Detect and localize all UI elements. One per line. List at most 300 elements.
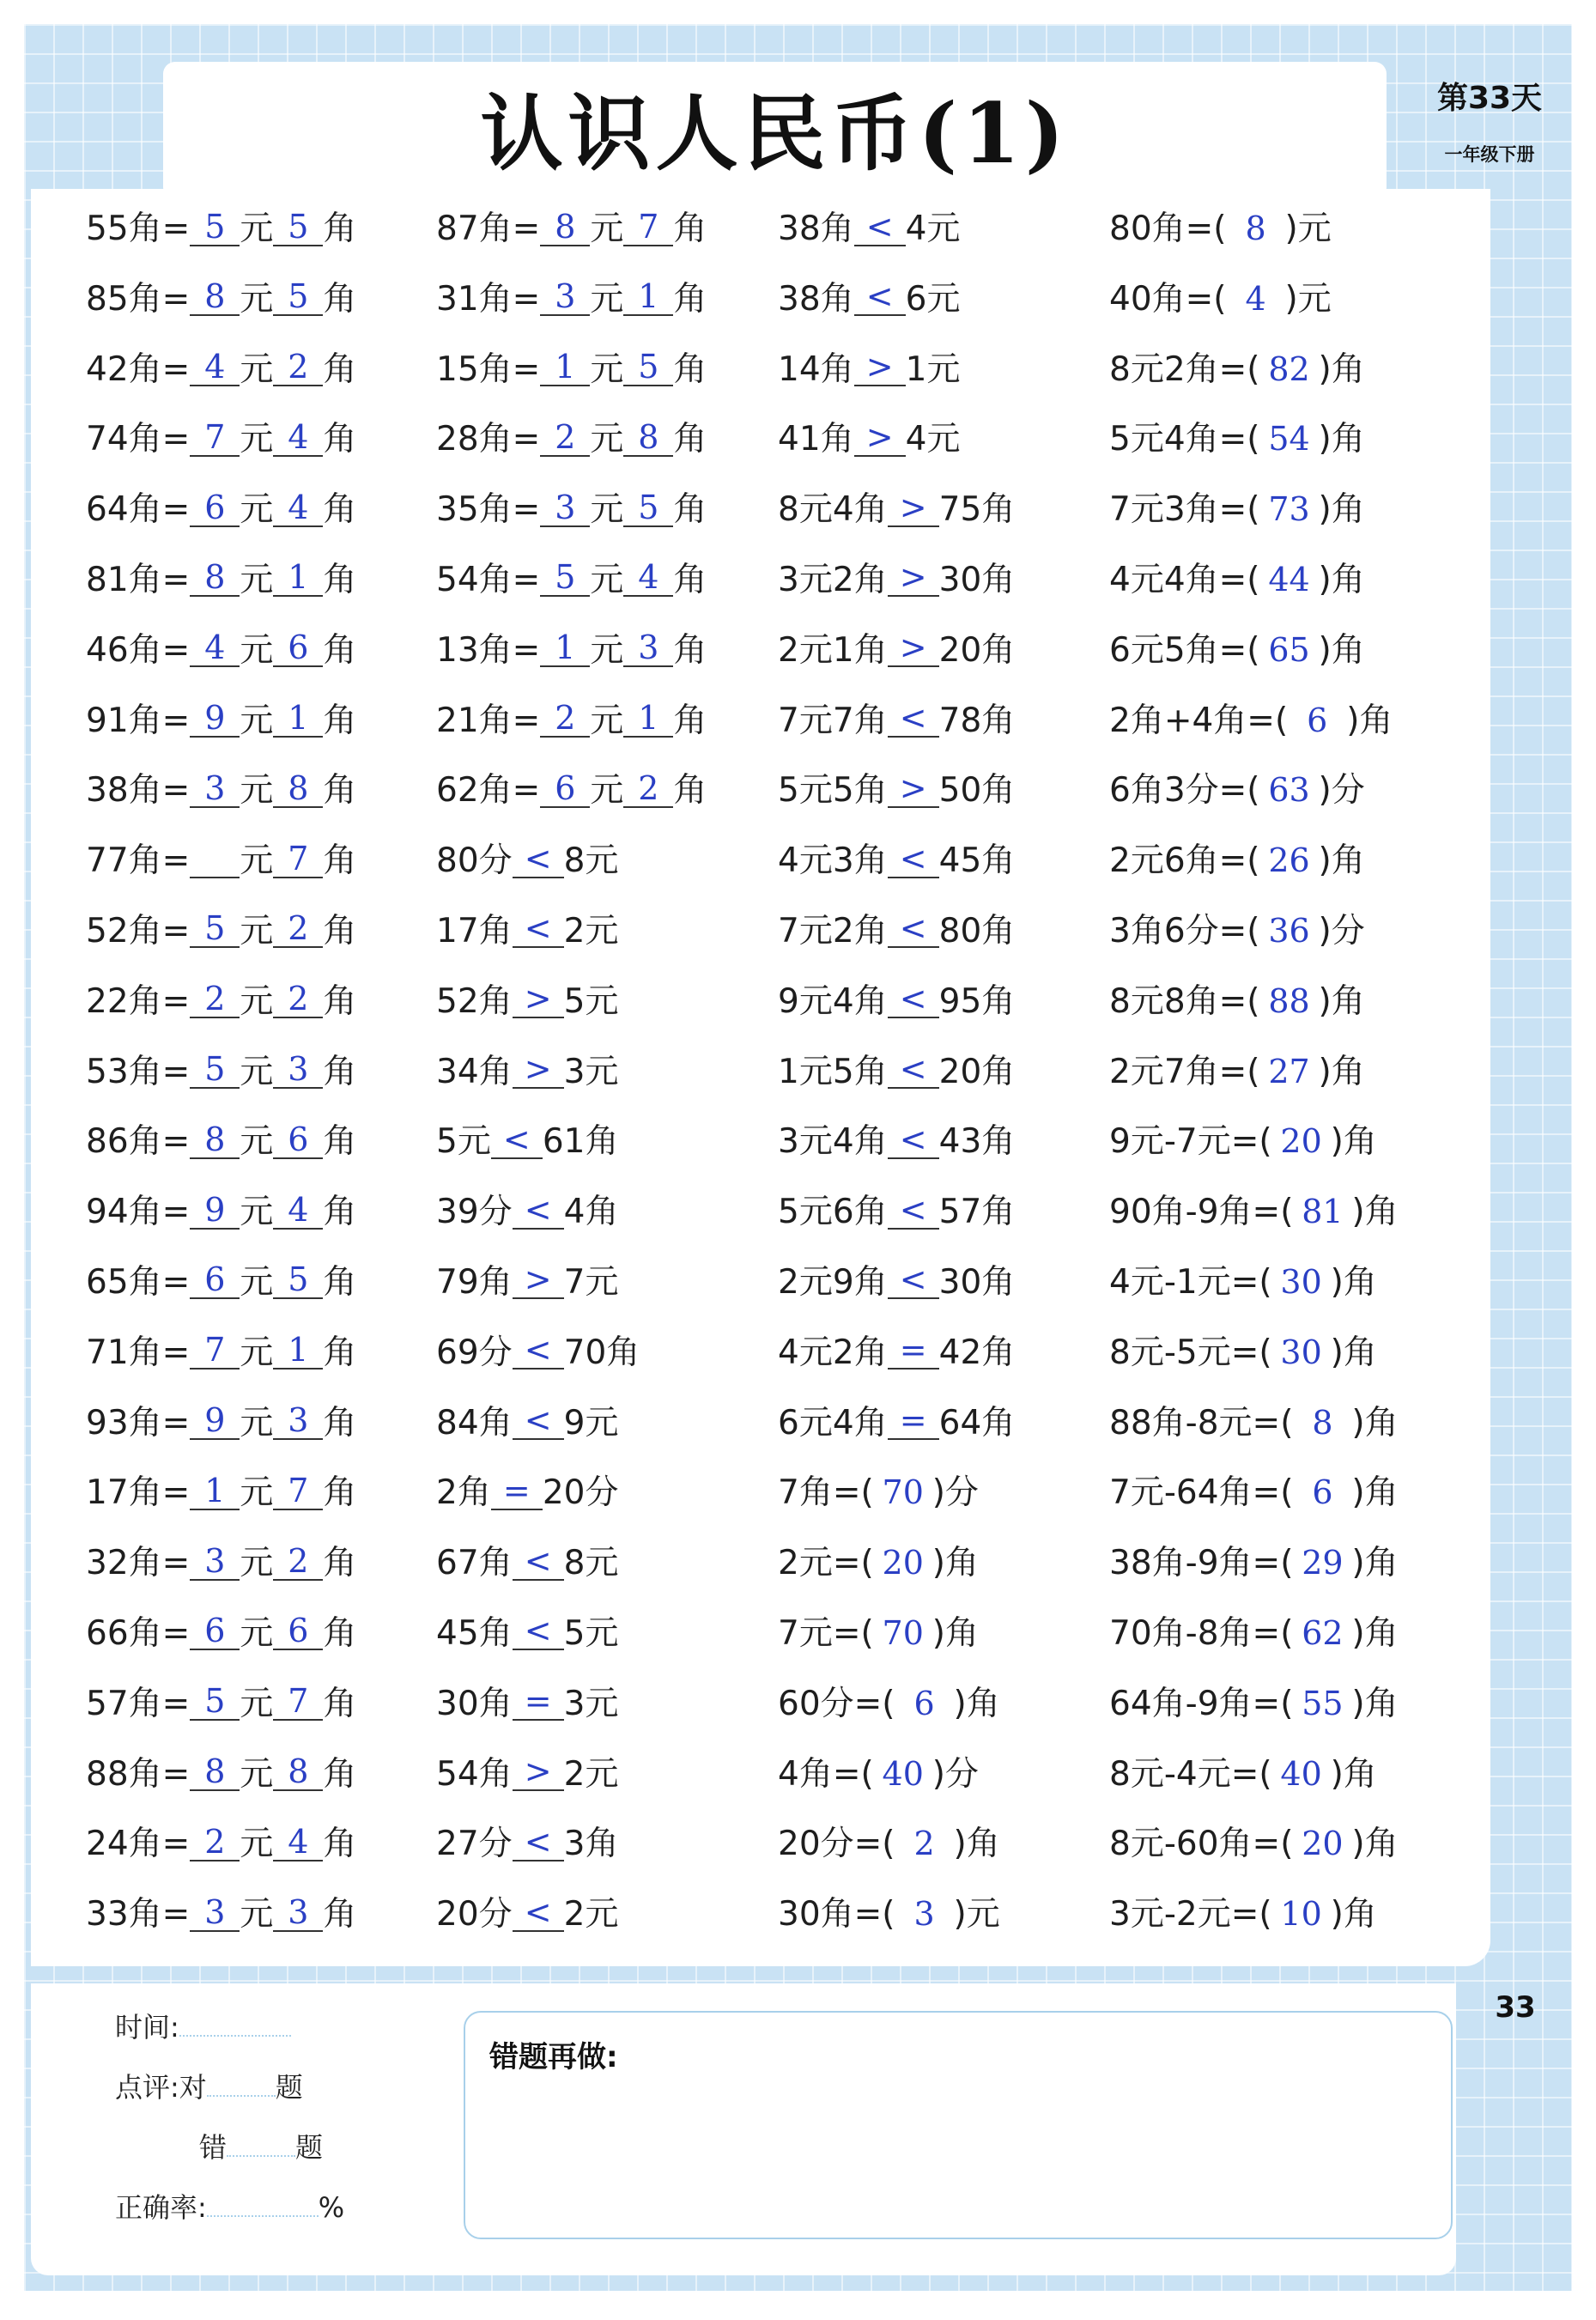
grade-label: 一年级下册	[1444, 144, 1535, 165]
answer-jiao: 1	[638, 277, 659, 316]
equals-sign: =	[161, 1473, 191, 1513]
answer-blank[interactable]	[190, 558, 240, 597]
question-text: 32角	[86, 1544, 162, 1583]
answer-in-parens[interactable]: 8	[1245, 210, 1266, 247]
answer-in-parens[interactable]: 30	[1280, 1333, 1322, 1371]
answer-blank[interactable]	[273, 1050, 323, 1089]
equals-sign: =	[161, 771, 191, 811]
compare-operator: =	[899, 1401, 927, 1440]
question-text: 3元-2元=(	[1109, 1895, 1272, 1934]
compare-blank[interactable]	[491, 1120, 543, 1159]
compare-left: 14角	[778, 349, 854, 389]
compare-operator: <	[524, 909, 552, 948]
compare-left: 8元4角	[778, 490, 888, 530]
answer-blank[interactable]	[190, 1190, 240, 1230]
compare-blank[interactable]	[513, 1401, 564, 1440]
unit-jiao: 角	[323, 1825, 357, 1864]
wrong-count-blank[interactable]	[227, 2133, 295, 2157]
exercise-row	[778, 1669, 1015, 1740]
compare-operator: >	[899, 629, 927, 667]
answer-in-parens[interactable]: 63	[1268, 771, 1310, 810]
answer-in-parens[interactable]: 6	[1307, 701, 1328, 739]
answer-in-parens[interactable]: 10	[1280, 1895, 1322, 1934]
unit-text: )角	[1351, 1193, 1399, 1232]
compare-right: 20角	[938, 630, 1016, 670]
unit-yuan: 元	[240, 560, 274, 599]
exercise-row	[778, 1177, 1015, 1248]
answer-in-parens[interactable]: 6	[1312, 1473, 1333, 1512]
unit-jiao: 角	[323, 1122, 357, 1162]
exercise-row	[86, 896, 356, 967]
answer-blank[interactable]	[190, 277, 240, 316]
compare-left: 4元3角	[778, 841, 888, 881]
exercise-row	[436, 1809, 707, 1880]
answer-in-parens[interactable]: 82	[1268, 349, 1310, 388]
compare-blank[interactable]	[888, 768, 939, 808]
answer-blank[interactable]	[190, 1614, 240, 1650]
day-label: 第33天	[1436, 81, 1543, 116]
answer-blank[interactable]	[190, 768, 240, 808]
question-text: 74角	[86, 420, 162, 459]
unit-text: )元	[1284, 210, 1332, 248]
unit-text: )角	[953, 1684, 1000, 1723]
answer-blank[interactable]	[540, 350, 590, 386]
answer-blank[interactable]	[273, 1541, 323, 1581]
compare-left: 27分	[436, 1825, 513, 1864]
compare-left: 3元2角	[778, 560, 888, 599]
question-text: 8元8角=(	[1109, 981, 1260, 1021]
answer-blank[interactable]	[190, 1471, 240, 1510]
compare-right: 20分	[542, 1473, 619, 1513]
answer-in-parens[interactable]: 30	[1280, 1262, 1322, 1301]
time-label: 时间:	[115, 2011, 179, 2044]
answer-blank[interactable]	[273, 488, 323, 527]
compare-operator: >	[899, 558, 927, 597]
answer-blank[interactable]	[623, 207, 673, 246]
answer-blank[interactable]	[190, 1892, 240, 1932]
answer-in-parens[interactable]: 62	[1302, 1613, 1344, 1652]
compare-operator: >	[524, 1260, 552, 1299]
question-text: 4角=(	[778, 1754, 874, 1794]
unit-jiao: 角	[673, 420, 707, 459]
compare-left: 2角	[436, 1473, 491, 1513]
compare-blank[interactable]	[513, 982, 564, 1018]
exercise-row	[436, 826, 707, 896]
answer-yuan: 6	[204, 488, 226, 526]
unit-text: )角	[1330, 1122, 1377, 1162]
compare-blank[interactable]	[854, 207, 906, 246]
compare-operator: <	[524, 1892, 552, 1931]
answer-in-parens[interactable]: 20	[882, 1544, 924, 1582]
unit-jiao: 角	[323, 701, 357, 740]
exercise-row	[778, 475, 1015, 545]
correct-count-blank[interactable]	[207, 2073, 276, 2097]
answer-blank[interactable]	[190, 1120, 240, 1159]
answer-jiao: 5	[288, 277, 309, 316]
compare-operator: <	[899, 699, 927, 738]
question-text: 9元-7元=(	[1109, 1122, 1272, 1162]
unit-yuan: 元	[240, 1403, 274, 1442]
answer-in-parens[interactable]: 20	[1302, 1825, 1344, 1863]
question-text: 91角	[86, 701, 162, 740]
answer-jiao: 5	[288, 1260, 309, 1299]
answer-blank[interactable]	[623, 488, 673, 527]
answer-blank[interactable]	[190, 1541, 240, 1581]
compare-blank[interactable]	[854, 417, 906, 457]
answer-in-parens[interactable]: 36	[1268, 911, 1310, 950]
answer-blank[interactable]	[190, 417, 240, 457]
answer-yuan: 8	[555, 207, 576, 246]
compare-blank[interactable]	[513, 1752, 564, 1791]
answer-in-parens[interactable]: 2	[913, 1825, 935, 1863]
exercise-row	[1109, 1107, 1399, 1177]
answer-yuan: 3	[204, 1541, 226, 1580]
compare-blank[interactable]	[513, 1260, 564, 1299]
review-row	[115, 2066, 303, 2105]
redo-title: 错题再做:	[489, 2040, 618, 2074]
compare-blank[interactable]	[888, 558, 939, 597]
answer-in-parens[interactable]: 27	[1268, 1052, 1310, 1090]
exercise-row	[1109, 335, 1399, 405]
compare-blank[interactable]	[513, 1682, 564, 1721]
compare-blank[interactable]	[888, 631, 939, 667]
answer-blank[interactable]	[190, 1333, 240, 1370]
exercise-row	[86, 616, 356, 686]
accuracy-label: 正确率:	[115, 2191, 207, 2224]
answer-jiao: 8	[288, 768, 309, 807]
answer-blank[interactable]	[273, 1260, 323, 1299]
answer-in-parens[interactable]: 29	[1302, 1544, 1344, 1582]
answer-blank[interactable]	[273, 1471, 323, 1510]
answer-blank[interactable]	[273, 558, 323, 597]
answer-jiao: 6	[288, 1120, 309, 1158]
answer-yuan: 8	[204, 558, 226, 597]
compare-left: 17角	[436, 911, 513, 950]
compare-right: 2元	[563, 911, 619, 950]
compare-right: 75角	[938, 490, 1016, 530]
compare-blank[interactable]	[513, 1614, 564, 1650]
answer-in-parens[interactable]: 54	[1268, 420, 1310, 459]
answer-blank[interactable]	[190, 1260, 240, 1299]
compare-blank[interactable]	[854, 350, 906, 386]
answer-blank[interactable]	[273, 1892, 323, 1932]
unit-text: )角	[1318, 349, 1365, 389]
unit-text: )角	[1351, 1613, 1399, 1653]
answer-blank[interactable]	[273, 417, 323, 457]
answer-blank[interactable]	[273, 1120, 323, 1159]
answer-in-parens[interactable]: 40	[882, 1754, 924, 1793]
answer-blank[interactable]	[273, 631, 323, 667]
compare-blank[interactable]	[888, 982, 939, 1018]
answer-blank[interactable]	[273, 277, 323, 316]
compare-operator: <	[502, 1120, 531, 1158]
answer-blank[interactable]	[190, 207, 240, 246]
exercise-row	[1109, 616, 1399, 686]
compare-right: 4角	[563, 1193, 619, 1232]
unit-jiao: 角	[323, 630, 357, 670]
answer-in-parens[interactable]: 20	[1280, 1122, 1322, 1161]
answer-blank[interactable]	[540, 631, 590, 667]
compare-blank[interactable]	[513, 1892, 564, 1932]
question-text: 94角	[86, 1193, 162, 1232]
exercise-row	[436, 1177, 707, 1248]
answer-in-parens[interactable]: 8	[1312, 1403, 1333, 1442]
exercise-row	[86, 404, 356, 475]
answer-blank[interactable]	[540, 417, 590, 457]
question-text: 35角	[436, 490, 513, 530]
answer-jiao: 8	[638, 417, 659, 456]
unit-jiao: 角	[323, 1895, 357, 1934]
answer-blank[interactable]	[540, 701, 590, 738]
compare-right: 80角	[938, 911, 1016, 950]
exercise-row	[436, 756, 707, 826]
answer-blank[interactable]	[623, 350, 673, 386]
compare-blank[interactable]	[513, 1050, 564, 1089]
answer-blank[interactable]	[540, 488, 590, 527]
exercise-row	[1109, 1669, 1399, 1740]
answer-in-parens[interactable]: 73	[1268, 490, 1310, 529]
exercise-row	[1109, 1880, 1399, 1950]
compare-blank[interactable]	[888, 1120, 939, 1159]
compare-blank[interactable]	[513, 1541, 564, 1581]
compare-blank[interactable]	[513, 1822, 564, 1861]
answer-in-parens[interactable]: 55	[1302, 1684, 1344, 1722]
compare-right: 8元	[563, 841, 619, 881]
unit-text: )角	[1351, 1825, 1399, 1864]
compare-right: 9元	[563, 1403, 619, 1442]
answer-in-parens[interactable]: 3	[913, 1895, 935, 1934]
compare-left: 7元2角	[778, 911, 888, 950]
answer-blank[interactable]	[190, 1682, 240, 1721]
compare-left: 7元7角	[778, 701, 888, 740]
compare-right: 78角	[938, 701, 1016, 740]
answer-blank[interactable]	[190, 842, 240, 878]
equals-sign: =	[161, 420, 191, 459]
answer-blank[interactable]	[623, 768, 673, 808]
answer-blank[interactable]	[540, 207, 590, 246]
answer-jiao: 4	[288, 488, 309, 526]
unit-text: )角	[953, 1825, 1000, 1864]
answer-jiao: 1	[288, 699, 309, 738]
answer-yuan: 2	[204, 1822, 226, 1861]
answer-blank[interactable]	[273, 1401, 323, 1440]
equals-sign: =	[161, 1403, 191, 1442]
answer-blank[interactable]	[273, 768, 323, 808]
unit-jiao: 角	[323, 1613, 357, 1653]
exercise-row	[1109, 1037, 1399, 1108]
compare-blank[interactable]	[888, 839, 939, 878]
question-text: 46角	[86, 630, 162, 670]
answer-jiao: 7	[638, 207, 659, 246]
question-text: 90角-9角=(	[1109, 1193, 1294, 1232]
compare-blank[interactable]	[888, 488, 939, 527]
answer-yuan: 9	[204, 1190, 226, 1229]
equals-sign: =	[161, 349, 191, 389]
answer-in-parens[interactable]: 6	[913, 1684, 935, 1722]
compare-blank[interactable]	[513, 909, 564, 948]
exercise-row	[436, 896, 707, 967]
answer-blank[interactable]	[190, 982, 240, 1018]
unit-yuan: 元	[240, 1122, 274, 1162]
compare-right: 6元	[905, 279, 961, 319]
answer-jiao: 2	[288, 980, 309, 1018]
compare-blank[interactable]	[888, 1260, 939, 1299]
compare-blank[interactable]	[888, 1050, 939, 1089]
answer-blank[interactable]	[190, 701, 240, 738]
answer-blank[interactable]	[190, 488, 240, 527]
compare-left: 6元4角	[778, 1403, 888, 1442]
answer-blank[interactable]	[273, 1822, 323, 1861]
answer-blank[interactable]	[190, 909, 240, 948]
unit-yuan: 元	[590, 630, 624, 670]
answer-blank[interactable]	[273, 1190, 323, 1230]
exercise-row	[1109, 967, 1399, 1037]
answer-jiao: 8	[288, 1752, 309, 1791]
compare-right: 70角	[563, 1333, 640, 1372]
exercise-row	[778, 1599, 1015, 1669]
unit-text: )分	[932, 1473, 979, 1513]
compare-blank[interactable]	[888, 1333, 939, 1370]
redo-box[interactable]	[464, 2011, 1453, 2239]
unit-yuan: 元	[240, 841, 274, 881]
compare-blank[interactable]	[888, 1190, 939, 1230]
answer-in-parens[interactable]: 70	[882, 1473, 924, 1512]
answer-blank[interactable]	[540, 277, 590, 316]
unit-text: )角	[1318, 420, 1365, 459]
exercise-row	[1109, 475, 1399, 545]
question-text: 7元=(	[778, 1613, 874, 1653]
unit-jiao: 角	[673, 560, 707, 599]
compare-blank[interactable]	[491, 1471, 543, 1510]
exercise-row	[86, 1248, 356, 1318]
answer-jiao: 4	[288, 1822, 309, 1861]
compare-left: 3元4角	[778, 1122, 888, 1162]
exercise-row	[1109, 1809, 1399, 1880]
question-text: 30角=(	[778, 1895, 895, 1934]
unit-text: )角	[1351, 1684, 1399, 1723]
answer-in-parens[interactable]: 65	[1268, 630, 1310, 669]
answer-in-parens[interactable]: 70	[882, 1613, 924, 1652]
answer-blank[interactable]	[623, 277, 673, 316]
unit-jiao: 角	[323, 1544, 357, 1583]
question-text: 65角	[86, 1262, 162, 1302]
compare-blank[interactable]	[513, 1333, 564, 1370]
answer-blank[interactable]	[190, 1050, 240, 1089]
answer-blank[interactable]	[190, 1822, 240, 1861]
exercise-row	[778, 756, 1015, 826]
answer-in-parens[interactable]: 81	[1302, 1193, 1344, 1231]
answer-blank[interactable]	[540, 558, 590, 597]
compare-operator: >	[865, 348, 894, 386]
answer-blank[interactable]	[273, 701, 323, 738]
compare-blank[interactable]	[888, 1401, 939, 1440]
answer-jiao: 3	[288, 1892, 309, 1931]
answer-blank[interactable]	[623, 701, 673, 738]
compare-left: 9元4角	[778, 981, 888, 1021]
answer-blank[interactable]	[273, 909, 323, 948]
answer-jiao: 5	[638, 348, 659, 386]
unit-text: )角	[1330, 1895, 1377, 1934]
answer-yuan: 3	[555, 488, 576, 526]
answer-yuan: 6	[555, 768, 576, 807]
compare-left: 5元5角	[778, 771, 888, 811]
compare-blank[interactable]	[513, 1190, 564, 1230]
answer-in-parens[interactable]: 88	[1268, 981, 1310, 1020]
compare-blank[interactable]	[513, 839, 564, 878]
compare-operator: <	[865, 277, 894, 316]
exercise-row	[436, 1740, 707, 1810]
answer-blank[interactable]	[623, 558, 673, 597]
answer-jiao: 3	[638, 629, 659, 667]
answer-in-parens[interactable]: 44	[1268, 560, 1310, 598]
answer-in-parens[interactable]: 40	[1280, 1754, 1322, 1793]
answer-blank[interactable]	[273, 350, 323, 386]
answer-blank[interactable]	[273, 839, 323, 878]
compare-operator: >	[865, 417, 894, 456]
unit-text: )元	[953, 1895, 1000, 1934]
exercise-row	[436, 1107, 707, 1177]
question-text: 28角	[436, 420, 513, 459]
compare-right: 5元	[563, 1613, 619, 1653]
equals-sign: =	[512, 210, 541, 248]
answer-blank[interactable]	[273, 1682, 323, 1721]
unit-yuan: 元	[590, 349, 624, 389]
answer-blank[interactable]	[273, 1333, 323, 1370]
unit-yuan: 元	[240, 1544, 274, 1583]
accuracy-blank[interactable]	[207, 2193, 319, 2217]
compare-blank[interactable]	[854, 277, 906, 316]
compare-left: 38角	[778, 279, 854, 319]
answer-blank[interactable]	[623, 631, 673, 667]
compare-left: 45角	[436, 1613, 513, 1653]
answer-blank[interactable]	[273, 207, 323, 246]
unit-yuan: 元	[590, 771, 624, 811]
exercise-row	[1109, 896, 1399, 967]
answer-blank[interactable]	[540, 768, 590, 808]
answer-in-parens[interactable]: 26	[1268, 841, 1310, 880]
question-text: 4元-1元=(	[1109, 1262, 1272, 1302]
time-blank[interactable]	[179, 2013, 291, 2037]
compare-right: 43角	[938, 1122, 1016, 1162]
answer-blank[interactable]	[273, 1752, 323, 1791]
unit-text: )角	[1351, 1403, 1399, 1442]
answer-blank[interactable]	[273, 1614, 323, 1650]
answer-blank[interactable]	[190, 1752, 240, 1791]
exercise-row	[1109, 1177, 1399, 1248]
compare-right: 61角	[542, 1122, 619, 1162]
answer-blank[interactable]	[623, 417, 673, 457]
compare-left: 69分	[436, 1333, 513, 1372]
question-text: 52角	[86, 911, 162, 950]
equals-sign: =	[161, 911, 191, 950]
unit-yuan: 元	[240, 349, 274, 389]
answer-in-parens[interactable]: 4	[1245, 279, 1266, 318]
unit-yuan: 元	[590, 210, 624, 248]
question-text: 8元-5元=(	[1109, 1333, 1272, 1372]
answer-blank[interactable]	[190, 350, 240, 386]
compare-blank[interactable]	[888, 701, 939, 738]
compare-blank[interactable]	[888, 909, 939, 948]
answer-blank[interactable]	[190, 631, 240, 667]
column-4	[1109, 194, 1399, 1950]
answer-blank[interactable]	[273, 982, 323, 1018]
question-text: 7元-64角=(	[1109, 1473, 1294, 1513]
compare-operator: <	[899, 1260, 927, 1299]
answer-blank[interactable]	[190, 1401, 240, 1440]
question-text: 31角	[436, 279, 513, 319]
unit-yuan: 元	[240, 630, 274, 670]
compare-right: 3元	[563, 1684, 619, 1723]
